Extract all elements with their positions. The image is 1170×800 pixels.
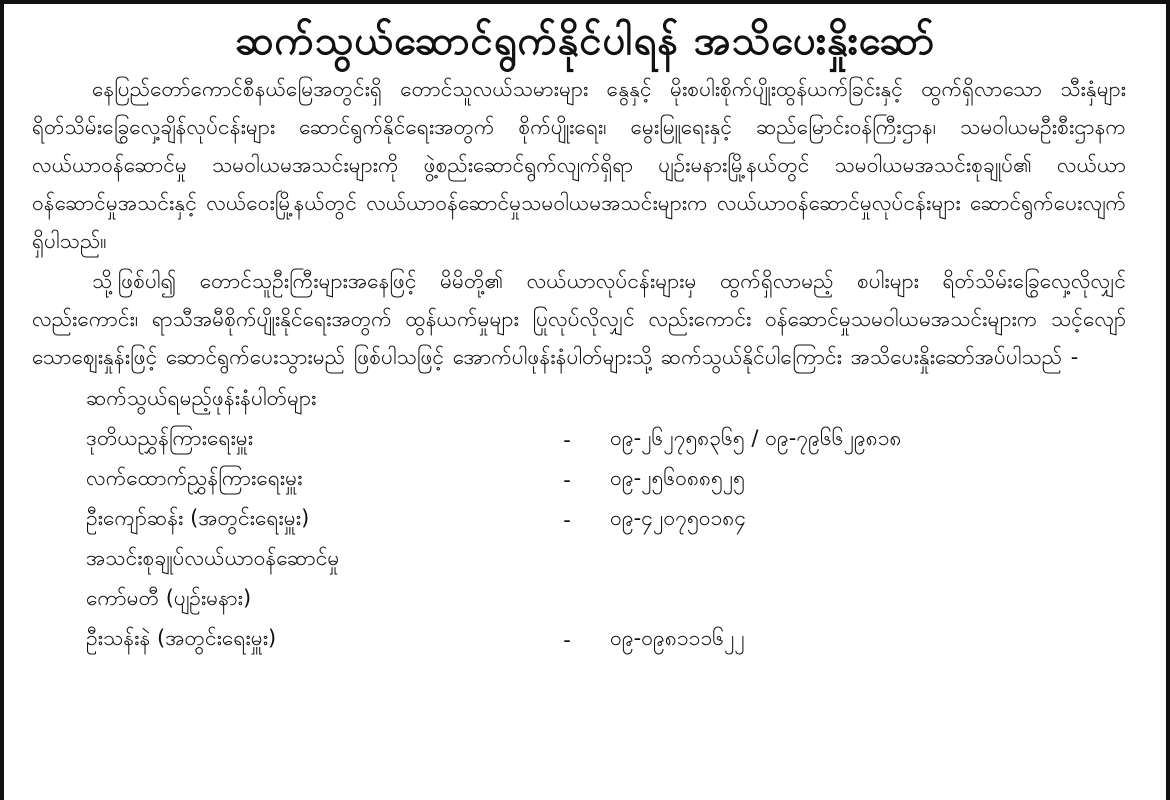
contact-phone: ၀၉-၂၆၂၇၅၈၃၆၅ / ၀၉-၇၉၆၆၂၉၈၁၈ — [610, 425, 902, 450]
contact-row — [32, 580, 1126, 620]
contact-role: ဒုတိယညွှန်ကြားရေးမှူး — [86, 425, 254, 450]
contact-list-heading: ဆက်သွယ်ရမည့်ဖုန်းနံပါတ်များ — [86, 385, 317, 410]
contact-separator: - — [563, 428, 571, 452]
contact-list-heading-row — [32, 380, 1126, 420]
contact-role: ကော်မတီ (ပျဉ်းမနား) — [86, 585, 252, 610]
contact-phone: ၀၉-၂၅၆၀၈၈၅၂၅ — [610, 465, 745, 490]
contact-role: လက်ထောက်ညွှန်ကြားရေးမှူး — [86, 465, 303, 490]
notice-paragraph-2: သို့ဖြစ်ပါ၍ တောင်သူဦးကြီးများအနေဖြင့် မိမိတို့၏ လယ်ယာလုပ်ငန်းများမှ ထွက်ရှိလာမည့် စပါးများ ရိတ်သိမ်းခြွေလှေ့လိုလျှင်လည်းကောင်း၊ ရာသီအမီစိုက်ပျိုးနိုင်ရေးအတွက် ထွန်ယက်မှုများ ပြုလုပ်လိုလျှင် လည်းကောင်း ဝန်ဆောင်မှုသမဝါယမအသင်းများက သင့်လျော်သောဈေးနှုန်းဖြင့် ဆောင်ရွက်ပေးသွားမည် ဖြစ်ပါသဖြင့် အောက်ပါဖုန်းနံပါတ်များသို့ ဆက်သွယ်နိုင်ပါကြောင်း အသိပေးနှိုးဆော်အပ်ပါသည် - — [32, 269, 1126, 369]
notice-title: ဆက်သွယ်ဆောင်ရွက်နိုင်ပါရန် အသိပေးနှိုးဆော် — [234, 18, 936, 64]
contact-row — [32, 500, 1126, 540]
contact-separator: - — [563, 628, 571, 652]
contact-row — [32, 620, 1126, 660]
contact-role: အသင်းစုချုပ်လယ်ယာဝန်ဆောင်မှု — [86, 545, 340, 570]
contact-phone: ၀၉-၀၉၈၁၁၁၆၂၂ — [610, 625, 745, 650]
contact-separator: - — [563, 468, 571, 492]
contact-role: ဦးသန်းနဲ (အတွင်းရေးမှူး) — [86, 625, 277, 650]
contact-row — [32, 460, 1126, 500]
contact-list — [32, 380, 1126, 660]
contact-role: ဦးကျော်ဆန်း (အတွင်းရေးမှူး) — [86, 505, 310, 530]
notice-body — [4, 70, 1166, 660]
contact-row — [32, 540, 1126, 580]
contact-phone: ၀၉-၄၂၀၇၅၀၁၈၄ — [610, 505, 747, 530]
contact-separator: - — [563, 508, 571, 532]
contact-row — [32, 420, 1126, 460]
notice-paragraph-1: နေပြည်တော်ကောင်စီနယ်မြေအတွင်းရှိ တောင်သူလယ်သမားများ နွေနှင့် မိုးစပါးစိုက်ပျိုးထွန်ယက်ခြင်းနှင့် ထွက်ရှိလာသော သီးနှံများ ရိတ်သိမ်းခြွေလှေ့ချိန်လုပ်ငန်းများ ဆောင်ရွက်နိုင်ရေးအတွက် စိုက်ပျိုးရေး၊ မွေးမြူရေးနှင့် ဆည်မြောင်းဝန်ကြီးဌာန၊ သမဝါယမဦးစီးဌာနက လယ်ယာဝန်ဆောင်မှု သမဝါယမအသင်းများကို ဖွဲ့စည်းဆောင်ရွက်လျက်ရှိရာ ပျဉ်းမနားမြို့နယ်တွင် သမဝါယမအသင်းစုချုပ်၏ လယ်ယာဝန်ဆောင်မှုအသင်းနှင့် လယ်ဝေးမြို့နယ်တွင် လယ်ယာဝန်ဆောင်မှုသမဝါယမအသင်းများက လယ်ယာဝန်ဆောင်မှုလုပ်ငန်းများ ဆောင်ရွက်ပေးလျက်ရှိပါသည်။ — [32, 77, 1126, 253]
